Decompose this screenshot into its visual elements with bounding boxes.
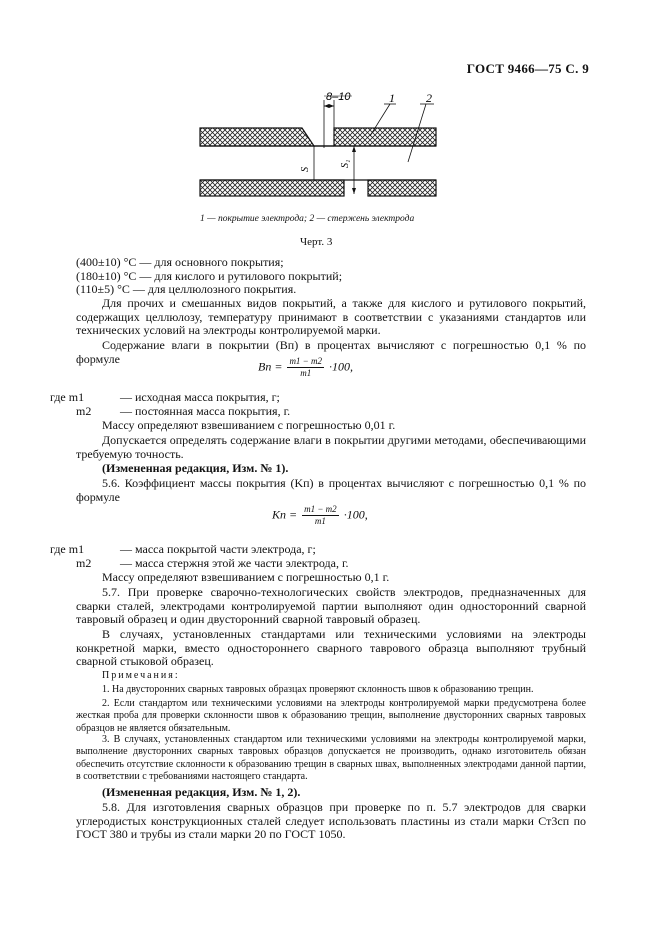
page-header: ГОСТ 9466—75 С. 9 <box>466 61 589 76</box>
coating-bottom-left <box>200 180 344 196</box>
definition-text: — масса покрытой части электрода, г; <box>120 542 316 556</box>
definition-text: — постоянная масса покрытия, г. <box>120 404 291 418</box>
paragraph: Для прочих и смешанных видов покрытий, а также для кислого и рутилового покрытий, содержащих целлюлозу, температуру принимают в соответствии с указаниями стандартов или технических условий на электроды контролируемой марки. <box>76 296 586 338</box>
core-rod <box>200 146 436 180</box>
paragraph: 5.8. Для изготовления сварных образцов при проверке по п. 5.7 электродов для сварки углеродистых конструкционных сталей следует использовать пластины из стали марки Ст3сп по ГОСТ 380 и трубы из стали марки 20 по ГОСТ 1050. <box>76 800 586 842</box>
definition-text: — исходная масса покрытия, г; <box>120 390 280 404</box>
definition-symbol: где m1 <box>50 390 85 404</box>
formula-tail: ·100, <box>343 507 368 522</box>
callout-1: 1 <box>389 91 395 105</box>
paragraph: Массу определяют взвешиванием с погрешностью 0,1 г. <box>102 570 390 584</box>
figure-caption: 1 — покрытие электрода; 2 — стержень электрода <box>200 214 415 224</box>
notes-title: Примечания: <box>102 670 180 681</box>
formula-lhs: Bп = <box>258 359 283 374</box>
paragraph: Массу определяют взвешиванием с погрешностью 0,01 г. <box>102 418 396 432</box>
temp-item: (110±5) °С — для целлюлозного покрытия. <box>76 282 297 297</box>
formula-numerator: m1 − m2 <box>304 504 337 514</box>
formula-coefficient <box>272 504 368 527</box>
definition-symbol: где m1 <box>50 542 85 556</box>
callout-2: 2 <box>426 91 432 105</box>
amendment-note: (Измененная редакция, Изм. № 1). <box>102 461 289 475</box>
coating-top-right <box>334 128 436 146</box>
dimension-label: 8–10 <box>326 91 351 103</box>
amendment-note: (Измененная редакция, Изм. № 1, 2). <box>102 785 301 799</box>
formula-lhs: Kп = <box>272 507 298 522</box>
electrode-drawing <box>190 90 470 202</box>
paragraph: 5.7. При проверке сварочно-технологических свойств электродов, предназначенных для сварки сталей, электродами контролируемой партии выполняют один односторонний сварной тавровый образец и один двусторонний сварной тавровый образец. <box>76 585 586 627</box>
formula-denominator: m1 <box>314 516 326 526</box>
label-s: S <box>300 167 311 172</box>
formula-tail: ·100, <box>329 359 354 374</box>
label-s1: S₁ <box>340 159 351 168</box>
paragraph: Содержание влаги в покрытии (Bп) в процентах вычисляют с погрешностью 0,1 % по формуле <box>76 338 586 366</box>
note-item: 1. На двусторонних сварных тавровых образцах проверяют склонность швов к образованию трещин. <box>102 684 534 695</box>
paragraph: 5.6. Коэффициент массы покрытия (Kп) в процентах вычисляют с погрешностью 0,1 % по формуле <box>76 476 586 504</box>
definition-text: — масса стержня этой же части электрода, г. <box>120 556 349 570</box>
definition-symbol: m2 <box>76 556 92 570</box>
temp-item: (400±10) °С — для основного покрытия; <box>76 255 284 269</box>
formula-numerator: m1 − m2 <box>289 356 323 366</box>
formula-denominator: m1 <box>300 368 312 378</box>
paragraph: Допускается определять содержание влаги в покрытии другими методами, обеспечивающими требуемую точность. <box>76 433 586 461</box>
coating-bottom-right <box>368 180 436 196</box>
definition-symbol: m2 <box>76 404 92 418</box>
temp-list <box>76 256 586 297</box>
formula-moisture <box>258 356 353 379</box>
temp-item: (180±10) °С — для кислого и рутилового покрытий; <box>76 268 343 283</box>
note-item: 3. В случаях, установленных стандартом или техническими условиями на электроды контролируемой марки, выполнение двусторонних сварных тавровых образцов допускается не производить, однако изготовитель обязан обеспечить отсутствие склонности к образованию трещин в сварных швах, выполненных электродами данной партии, в соответствии с требованиями настоящего стандарта. <box>76 734 586 783</box>
note-item: 2. Если стандартом или техническими условиями на электроды контролируемой марки предусмотрена более жесткая проба для проверки склонности швов к образованию трещин, выполнение двусторонних сварных тавровых образцов не является обязательным. <box>76 698 586 734</box>
paragraph: В случаях, установленных стандартами или техническими условиями на электроды конкретной марки, вместо одностороннего сварного таврового образца выполняют трубный сварной стыковой образец. <box>76 627 586 669</box>
figure-title: Черт. 3 <box>300 236 333 248</box>
coating-top-left <box>200 128 314 146</box>
